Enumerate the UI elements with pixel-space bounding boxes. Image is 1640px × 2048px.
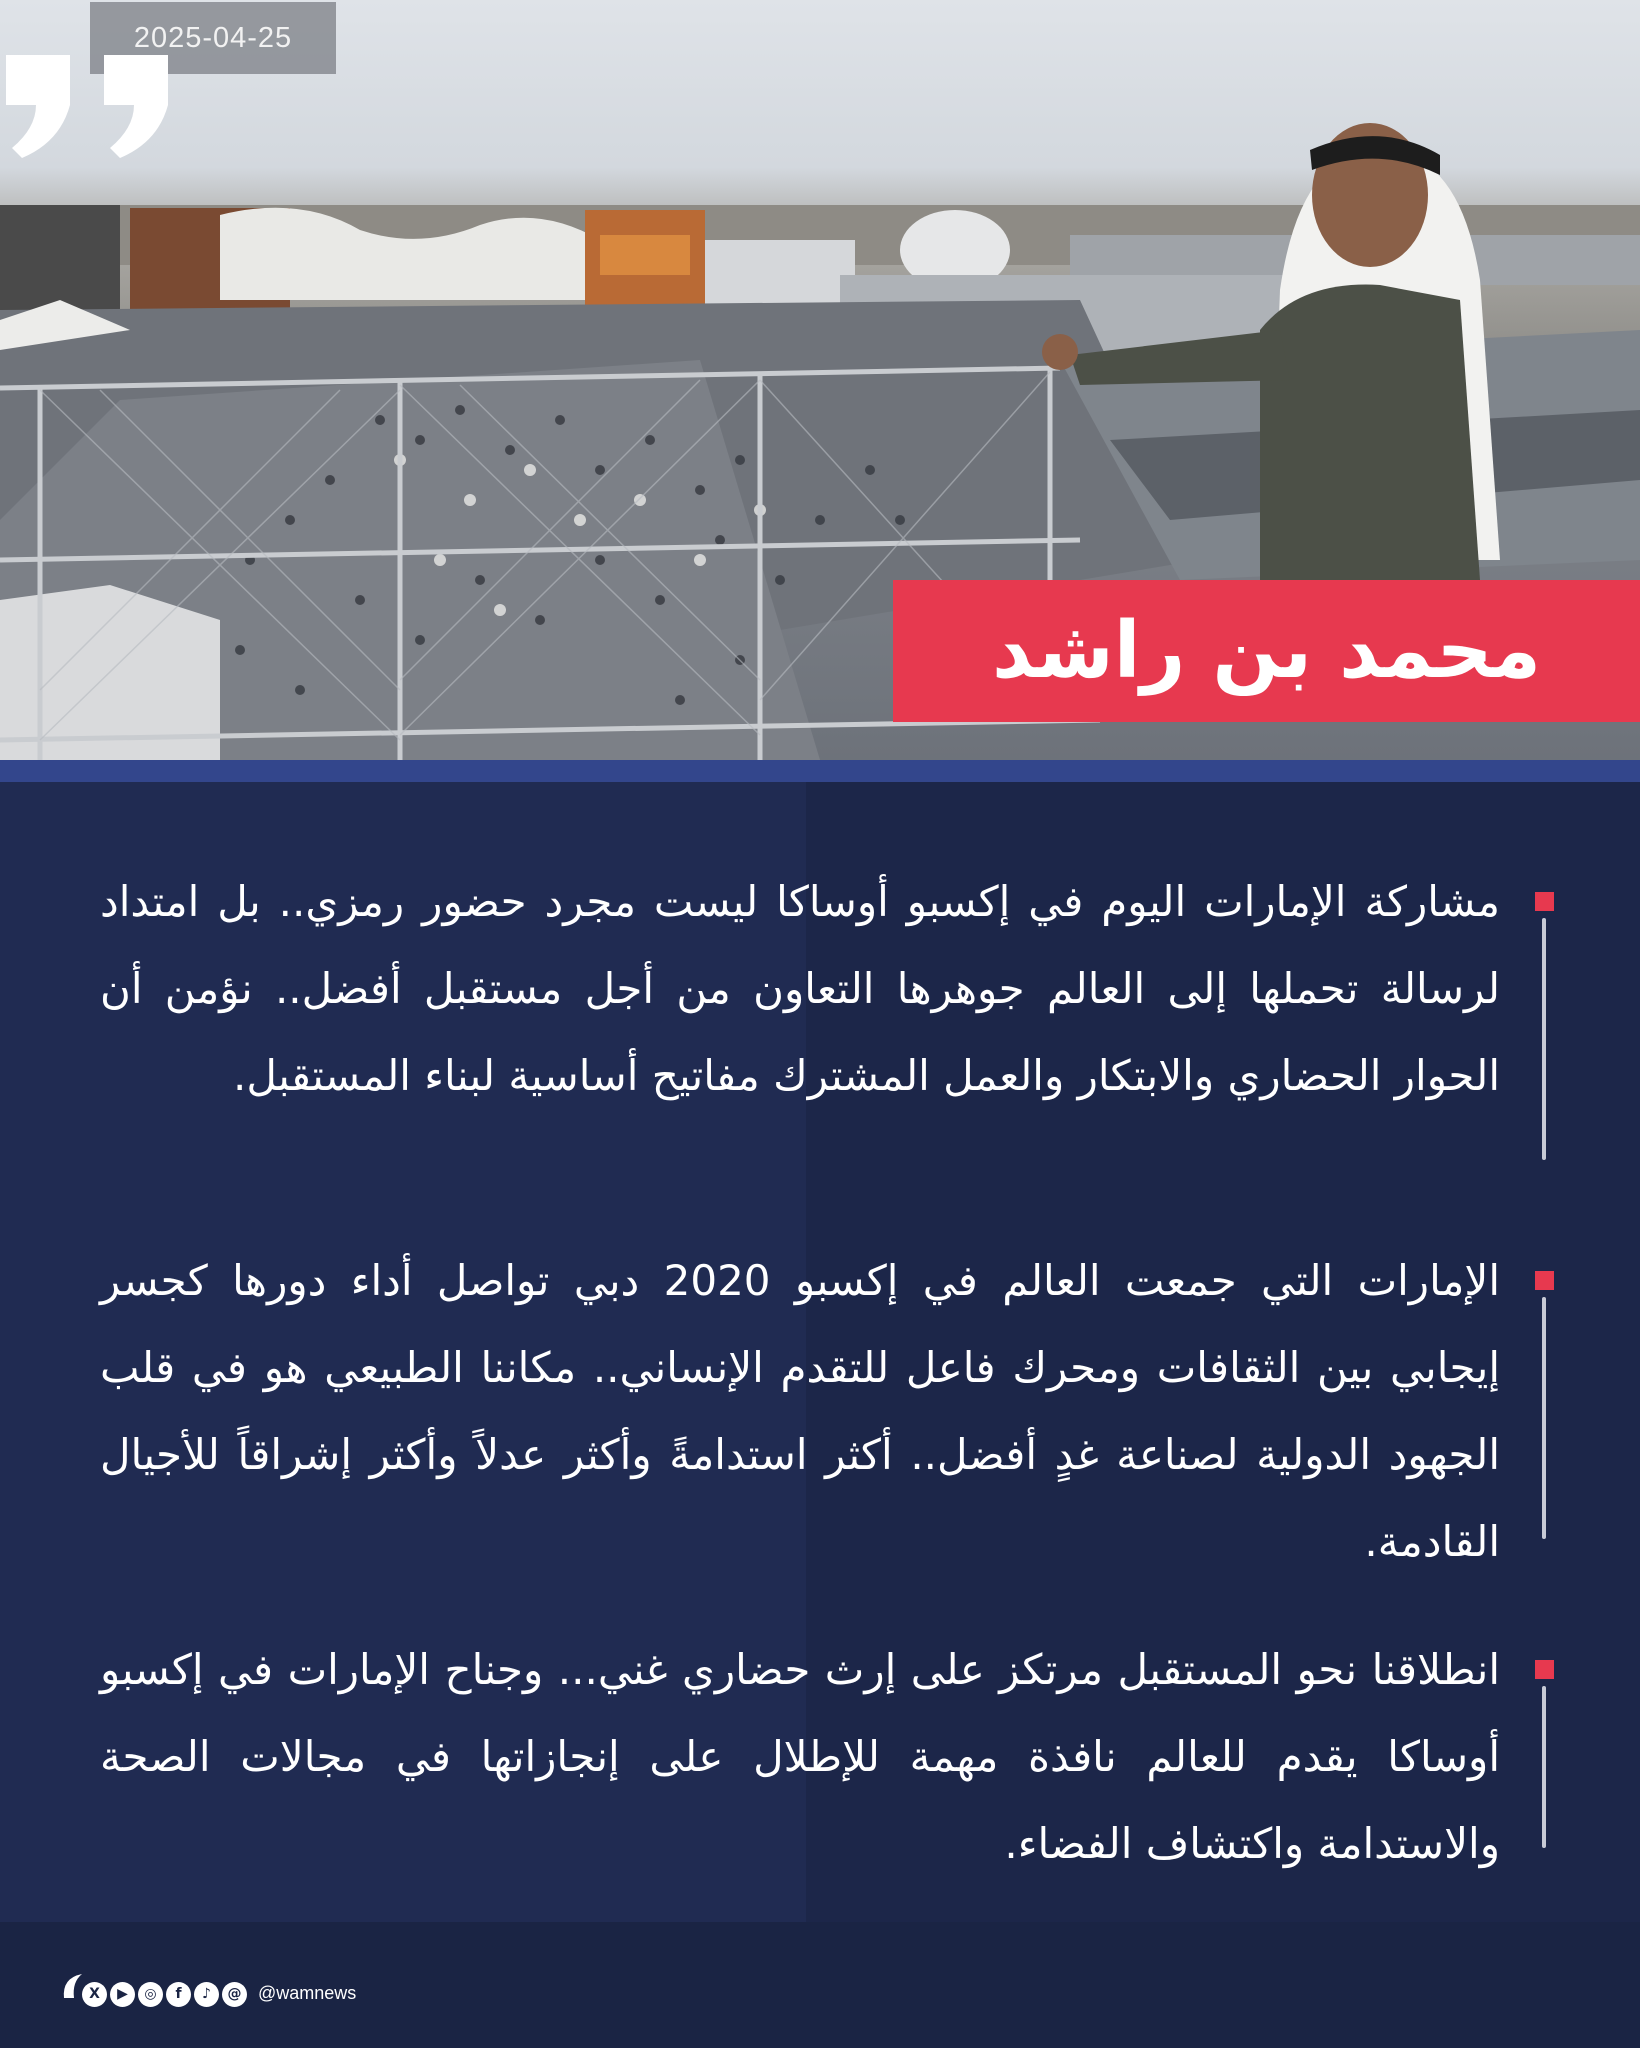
- speaker-name-banner: محمد بن راشد: [893, 580, 1640, 722]
- divider-bar: [0, 760, 1640, 782]
- bullet-marker: [1535, 1660, 1554, 1679]
- quote-line: [1542, 1686, 1546, 1848]
- quote-text: انطلاقنا نحو المستقبل مرتكز على إرث حضاري غني... وجناح الإمارات في إكسبو أوساكا يقدم للعالم نافذة مهمة للإطلال على إنجازاتها في مجالات الصحة والاستدامة واكتشاف الفضاء.: [100, 1645, 1500, 1868]
- tiktok-icon[interactable]: ♪: [194, 1982, 219, 2007]
- youtube-icon[interactable]: ▶: [110, 1982, 135, 2007]
- quote-line: [1542, 918, 1546, 1160]
- quote-text: مشاركة الإمارات اليوم في إكسبو أوساكا ليست مجرد حضور رمزي.. بل امتداد لرسالة تحملها إلى العالم جوهرها التعاون من أجل مستقبل أفضل.. نؤمن أن الحوار الحضاري والابتكار والعمل المشترك مفاتيح أساسية لبناء المستقبل.: [100, 877, 1500, 1100]
- header-photo: [0, 0, 1640, 760]
- social-handle[interactable]: @wamnews: [258, 1983, 357, 2003]
- footer: [60, 1968, 460, 2024]
- date-badge: 2025-04-25: [90, 2, 336, 74]
- quote-mark-icon: [0, 0, 180, 160]
- instagram-icon[interactable]: ◎: [138, 1982, 163, 2007]
- quote-item-1: [100, 858, 1500, 1119]
- quote-item-2: [100, 1237, 1500, 1585]
- quote-item-3: [100, 1626, 1500, 1887]
- facebook-icon[interactable]: f: [166, 1982, 191, 2007]
- threads-icon[interactable]: @: [222, 1982, 247, 2007]
- quote-text: الإمارات التي جمعت العالم في إكسبو 2020 دبي تواصل أداء دورها كجسر إيجابي بين الثقافات ومحرك فاعل للتقدم الإنساني.. مكاننا الطبيعي هو في قلب الجهود الدولية لصناعة غدٍ أفضل.. أكثر استدامةً وأكثر عدلاً وأكثر إشراقاً للأجيال القادمة.: [100, 1256, 1501, 1566]
- x-icon[interactable]: X: [82, 1982, 107, 2007]
- bullet-marker: [1535, 1271, 1554, 1290]
- bullet-marker: [1535, 892, 1554, 911]
- quote-line: [1542, 1297, 1546, 1539]
